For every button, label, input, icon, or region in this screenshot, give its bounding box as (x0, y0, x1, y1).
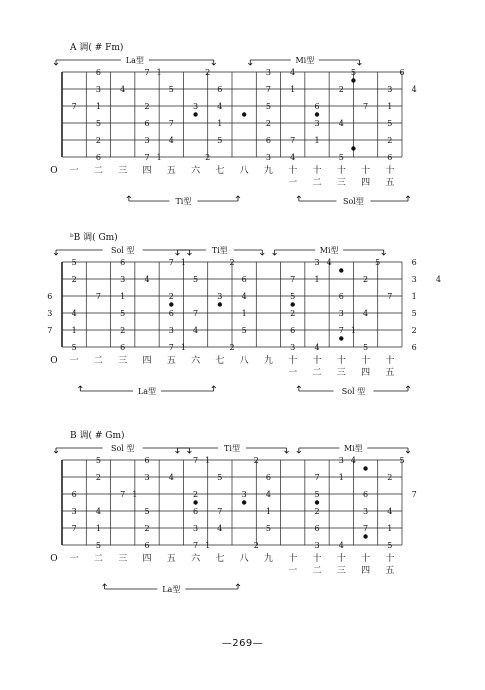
note: 5 (387, 541, 393, 550)
fret-dot (351, 146, 355, 150)
section-2-shape-bottom-2-label: Sol 型 (341, 387, 366, 396)
note: 1 (387, 524, 393, 533)
section-2-shape-top-1-arrow-right-icon (187, 250, 191, 255)
fret-dot (315, 500, 319, 504)
note: 2 (338, 85, 344, 94)
section-2-shape-top-3-arrow-left-icon (273, 250, 277, 255)
fret-sub-label: 二 (312, 566, 322, 576)
fret-number-label: 十 (312, 166, 322, 176)
section-1-shape-top-2-arrow-left-icon (248, 60, 252, 65)
note: 3 (120, 275, 126, 284)
note: 3 (71, 507, 77, 516)
section-2-shape-top-3-label: Mi型 (319, 246, 339, 255)
note: 1 (156, 153, 162, 162)
note: 5 (217, 136, 223, 145)
note: 6 (265, 473, 271, 482)
note: 3 (265, 153, 271, 162)
note: 3 (314, 119, 320, 128)
note: 6 (338, 292, 344, 301)
note: 1 (387, 102, 393, 111)
note: 1 (180, 343, 186, 352)
section-2-key-title: ᵇB 调( Gm) (70, 233, 118, 243)
section-3-key-title: B 调( # Gm) (70, 431, 125, 441)
note: 3 (193, 524, 199, 533)
note: 1 (314, 136, 320, 145)
fret-number-label: 九 (263, 554, 273, 564)
section-1-key-title: A 调( # Fm) (70, 43, 124, 53)
note: 2 (411, 326, 417, 335)
fret-number-label: 九 (263, 356, 273, 366)
section-2-shape-bottom-1-arrow-right-icon (212, 386, 216, 391)
note: 4 (193, 326, 199, 335)
section-2-shape-bottom-1-arrow-left-icon (78, 386, 82, 391)
note: 4 (290, 153, 296, 162)
fret-number-label: 十 (361, 166, 371, 176)
fret-dot (339, 336, 343, 340)
note: 4 (314, 343, 320, 352)
note: 7 (290, 275, 296, 284)
note: 7 (387, 292, 393, 301)
fret-dot (193, 500, 197, 504)
fret-number-label: 二 (93, 356, 103, 366)
fret-dot (291, 302, 295, 306)
note: 5 (363, 343, 369, 352)
note: 4 (241, 292, 247, 301)
note: 1 (71, 326, 77, 335)
fret-dot (363, 466, 367, 470)
note: 4 (363, 309, 369, 318)
note: 4 (411, 85, 417, 94)
section-3-shape-top-3-arrow-left-icon (297, 448, 301, 453)
section-2-shape-top-2-arrow-right-icon (260, 250, 264, 255)
note: 5 (314, 490, 320, 499)
note: 6 (265, 136, 271, 145)
note: 1 (338, 473, 344, 482)
section-2-shape-top-1-label: Sol 型 (111, 246, 135, 255)
note: 3 (411, 275, 417, 284)
note: 4 (95, 507, 101, 516)
note: 2 (193, 490, 199, 499)
note: 7 (193, 541, 199, 550)
note: 2 (253, 456, 259, 465)
note: 7 (168, 258, 174, 267)
note: 1 (156, 68, 162, 77)
fret-number-label: 八 (239, 554, 249, 564)
section-3-shape-top-1-arrow-left-icon (54, 448, 58, 453)
note: 3 (193, 102, 199, 111)
note: 3 (265, 68, 271, 77)
note: 2 (95, 473, 101, 482)
note: 2 (168, 292, 174, 301)
note: 3 (95, 85, 101, 94)
section-2-shape-bottom-2-arrow-left-icon (297, 386, 301, 391)
note: 3 (338, 309, 344, 318)
fret-sub-label: 四 (361, 566, 371, 576)
note: 5 (95, 541, 101, 550)
note: 1 (265, 507, 271, 516)
note: 2 (120, 326, 126, 335)
note: 4 (71, 309, 77, 318)
fret-sub-label: 四 (361, 178, 371, 188)
note: 2 (314, 507, 320, 516)
fret-number-label: 七 (215, 166, 225, 176)
note: 2 (387, 473, 393, 482)
note: 5 (95, 456, 101, 465)
note: 1 (132, 490, 138, 499)
note: 1 (95, 102, 101, 111)
note: 3 (363, 507, 369, 516)
note: 3 (314, 541, 320, 550)
note: 5 (350, 68, 356, 77)
note: 4 (350, 456, 356, 465)
section-3-shape-top-2-label: Ti型 (224, 444, 240, 453)
fret-sub-label: 四 (361, 368, 371, 378)
note: 5 (168, 85, 174, 94)
note: 5 (95, 119, 101, 128)
fret-number-label: 十 (385, 356, 395, 366)
note: 2 (265, 119, 271, 128)
fret-sub-label: 一 (288, 178, 298, 188)
fret-sub-label: 五 (385, 178, 395, 188)
note: 2 (290, 309, 296, 318)
section-2-shape-top-1-arrow-left-icon (54, 250, 58, 255)
note: 1 (180, 258, 186, 267)
note: 7 (363, 524, 369, 533)
section-1-shape-top-2-arrow-right-icon (357, 60, 361, 65)
note: 5 (265, 524, 271, 533)
note: 5 (241, 326, 247, 335)
note: 6 (71, 490, 77, 499)
fret-sub-label: 一 (288, 368, 298, 378)
fret-number-label: 三 (118, 166, 128, 176)
section-3-shape-top-1-arrow-right-icon (187, 448, 191, 453)
section-2-shape-top-2-arrow-left-icon (175, 250, 179, 255)
note: 6 (144, 541, 150, 550)
note: 3 (241, 490, 247, 499)
fret-number-label: 十 (312, 356, 322, 366)
note: 4 (265, 490, 271, 499)
note: 5 (71, 258, 77, 267)
note: 1 (241, 309, 247, 318)
fret-sub-label: 二 (312, 368, 322, 378)
fret-number-label: 三 (118, 356, 128, 366)
note: 1 (120, 292, 126, 301)
note: 4 (217, 524, 223, 533)
section-3-shape-bottom-1-arrow-right-icon (236, 584, 240, 589)
fret-number-label: 八 (239, 356, 249, 366)
fret-dot (351, 78, 355, 82)
fret-number-label: 十 (336, 554, 346, 564)
fret-number-label: 五 (166, 166, 176, 176)
note: 1 (290, 85, 296, 94)
note: 2 (387, 136, 393, 145)
note: 6 (411, 258, 417, 267)
fret-number-label: 七 (215, 356, 225, 366)
note: 1 (95, 524, 101, 533)
note: 7 (411, 490, 417, 499)
section-3-shape-top-3-label: Mi型 (344, 444, 363, 453)
fret-number-label: 十 (361, 554, 371, 564)
fret-dot (193, 112, 197, 116)
note: 2 (71, 275, 77, 284)
fret-number-label: 十 (385, 554, 395, 564)
fret-number-label: 十 (288, 356, 298, 366)
note: 5 (290, 292, 296, 301)
note: 4 (144, 275, 150, 284)
note: 2 (363, 275, 369, 284)
note: 7 (168, 119, 174, 128)
section-3-shape-top-2-arrow-left-icon (175, 448, 179, 453)
fret-number-label: 五 (166, 554, 176, 564)
fret-dot (169, 302, 173, 306)
note: 6 (411, 343, 417, 352)
note: 7 (290, 136, 296, 145)
note: 5 (399, 456, 405, 465)
note: 7 (144, 68, 150, 77)
note: 7 (193, 456, 199, 465)
section-1-shape-top-2-label: Mi型 (295, 56, 315, 65)
note: 3 (144, 136, 150, 145)
note: 7 (217, 507, 223, 516)
note: 2 (229, 343, 235, 352)
fret-dot (242, 112, 246, 116)
section-1-shape-bottom-1-label: Ti型 (175, 197, 192, 206)
fret-number-label: 一 (69, 356, 79, 366)
fret-sub-label: 五 (385, 368, 395, 378)
note: 5 (193, 275, 199, 284)
fret-number-label: 四 (142, 554, 152, 564)
fret-number-label: 十 (361, 356, 371, 366)
fret-number-label: 四 (142, 166, 152, 176)
note: 4 (338, 119, 344, 128)
section-3-shape-top-1-label: Sol 型 (111, 444, 135, 453)
note: 4 (290, 68, 296, 77)
fret-number-label: 八 (239, 166, 249, 176)
fret-number-label: O (50, 554, 58, 564)
page-number: —269— (221, 638, 264, 649)
note: 7 (193, 309, 199, 318)
note: 6 (399, 68, 405, 77)
fret-number-label: 十 (336, 356, 346, 366)
note: 6 (47, 292, 53, 301)
note: 6 (217, 85, 223, 94)
section-2-shape-bottom-1-label: La型 (137, 387, 157, 396)
fret-number-label: O (50, 166, 58, 176)
note: 6 (290, 326, 296, 335)
fret-sub-label: 三 (336, 368, 346, 378)
note: 2 (253, 541, 259, 550)
section-1-shape-bottom-2-arrow-left-icon (297, 196, 301, 201)
fret-number-label: 六 (191, 554, 201, 564)
fret-sub-label: 三 (336, 178, 346, 188)
note: 4 (387, 507, 393, 516)
note: 5 (120, 309, 126, 318)
section-3-shape-top-2-arrow-right-icon (285, 448, 289, 453)
fret-dot (339, 268, 343, 272)
note: 7 (71, 524, 77, 533)
note: 2 (205, 68, 211, 77)
note: 5 (217, 473, 223, 482)
note: 2 (229, 258, 235, 267)
note: 6 (168, 309, 174, 318)
section-1-shape-bottom-2-arrow-right-icon (406, 196, 410, 201)
note: 6 (387, 153, 393, 162)
section-1-shape-top-1-arrow-left-icon (54, 60, 58, 65)
fret-number-label: 五 (166, 356, 176, 366)
note: 3 (387, 85, 393, 94)
note: 1 (217, 119, 223, 128)
note: 1 (411, 292, 417, 301)
note: 7 (47, 326, 53, 335)
note: 3 (338, 456, 344, 465)
note: 5 (144, 507, 150, 516)
fret-number-label: 一 (69, 554, 79, 564)
fret-dot (315, 112, 319, 116)
fret-sub-label: 一 (288, 566, 298, 576)
note: 3 (168, 326, 174, 335)
fret-number-label: 一 (69, 166, 79, 176)
fret-number-label: O (50, 356, 58, 366)
fret-number-label: 十 (312, 554, 322, 564)
section-1-shape-bottom-1-arrow-left-icon (127, 196, 131, 201)
note: 2 (205, 153, 211, 162)
section-1-shape-bottom-1-arrow-right-icon (236, 196, 240, 201)
section-1-shape-top-1-label: La型 (125, 56, 144, 65)
fret-number-label: 十 (288, 554, 298, 564)
section-3-shape-bottom-1-label: La型 (162, 585, 181, 594)
note: 6 (193, 507, 199, 516)
note: 6 (120, 258, 126, 267)
note: 4 (326, 258, 332, 267)
note: 7 (265, 85, 271, 94)
note: 3 (314, 258, 320, 267)
note: 5 (338, 153, 344, 162)
note: 4 (168, 473, 174, 482)
note: 5 (411, 309, 417, 318)
note: 5 (375, 258, 381, 267)
note: 6 (144, 456, 150, 465)
note: 6 (314, 102, 320, 111)
fret-number-label: 十 (385, 166, 395, 176)
note: 4 (217, 102, 223, 111)
note: 6 (95, 153, 101, 162)
note: 3 (290, 343, 296, 352)
note: 1 (205, 541, 211, 550)
note: 7 (168, 343, 174, 352)
fret-sub-label: 三 (336, 566, 346, 576)
section-2-shape-top-3-arrow-right-icon (382, 250, 386, 255)
fret-sub-label: 二 (312, 178, 322, 188)
note: 7 (363, 102, 369, 111)
fret-dot (218, 302, 222, 306)
fret-sub-label: 五 (385, 566, 395, 576)
note: 2 (144, 524, 150, 533)
note: 6 (241, 275, 247, 284)
note: 1 (314, 275, 320, 284)
note: 6 (95, 68, 101, 77)
note: 1 (205, 456, 211, 465)
fret-number-label: 三 (118, 554, 128, 564)
fret-number-label: 九 (263, 166, 273, 176)
fret-number-label: 七 (215, 554, 225, 564)
note: 7 (120, 490, 126, 499)
fret-dot (363, 534, 367, 538)
note: 4 (338, 541, 344, 550)
note: 6 (120, 343, 126, 352)
note: 5 (265, 102, 271, 111)
fret-number-label: 六 (191, 166, 201, 176)
section-3-shape-bottom-1-arrow-left-icon (103, 584, 107, 589)
note: 6 (363, 490, 369, 499)
note: 6 (144, 119, 150, 128)
section-3-shape-top-3-arrow-right-icon (406, 448, 410, 453)
section-1-shape-bottom-2-label: Sol型 (342, 197, 364, 206)
fret-number-label: 二 (93, 166, 103, 176)
note: 6 (314, 524, 320, 533)
fret-number-label: 六 (191, 356, 201, 366)
note: 3 (217, 292, 223, 301)
note: 5 (387, 119, 393, 128)
note: 7 (95, 292, 101, 301)
fret-number-label: 十 (288, 166, 298, 176)
note: 7 (144, 153, 150, 162)
note: 4 (435, 275, 441, 284)
note: 5 (71, 343, 77, 352)
note: 1 (350, 326, 356, 335)
fret-number-label: 四 (142, 356, 152, 366)
note: 4 (120, 85, 126, 94)
note: 7 (314, 473, 320, 482)
fret-number-label: 十 (336, 166, 346, 176)
note: 7 (338, 326, 344, 335)
section-2-shape-top-2-label: Ti型 (211, 246, 228, 255)
note: 4 (168, 136, 174, 145)
note: 3 (47, 309, 53, 318)
fret-number-label: 二 (93, 554, 103, 564)
note: 2 (144, 102, 150, 111)
fret-dot (242, 500, 246, 504)
note: 2 (95, 136, 101, 145)
section-1-shape-top-1-arrow-right-icon (212, 60, 216, 65)
note: 3 (144, 473, 150, 482)
note: 7 (71, 102, 77, 111)
section-2-shape-bottom-2-arrow-right-icon (406, 386, 410, 391)
